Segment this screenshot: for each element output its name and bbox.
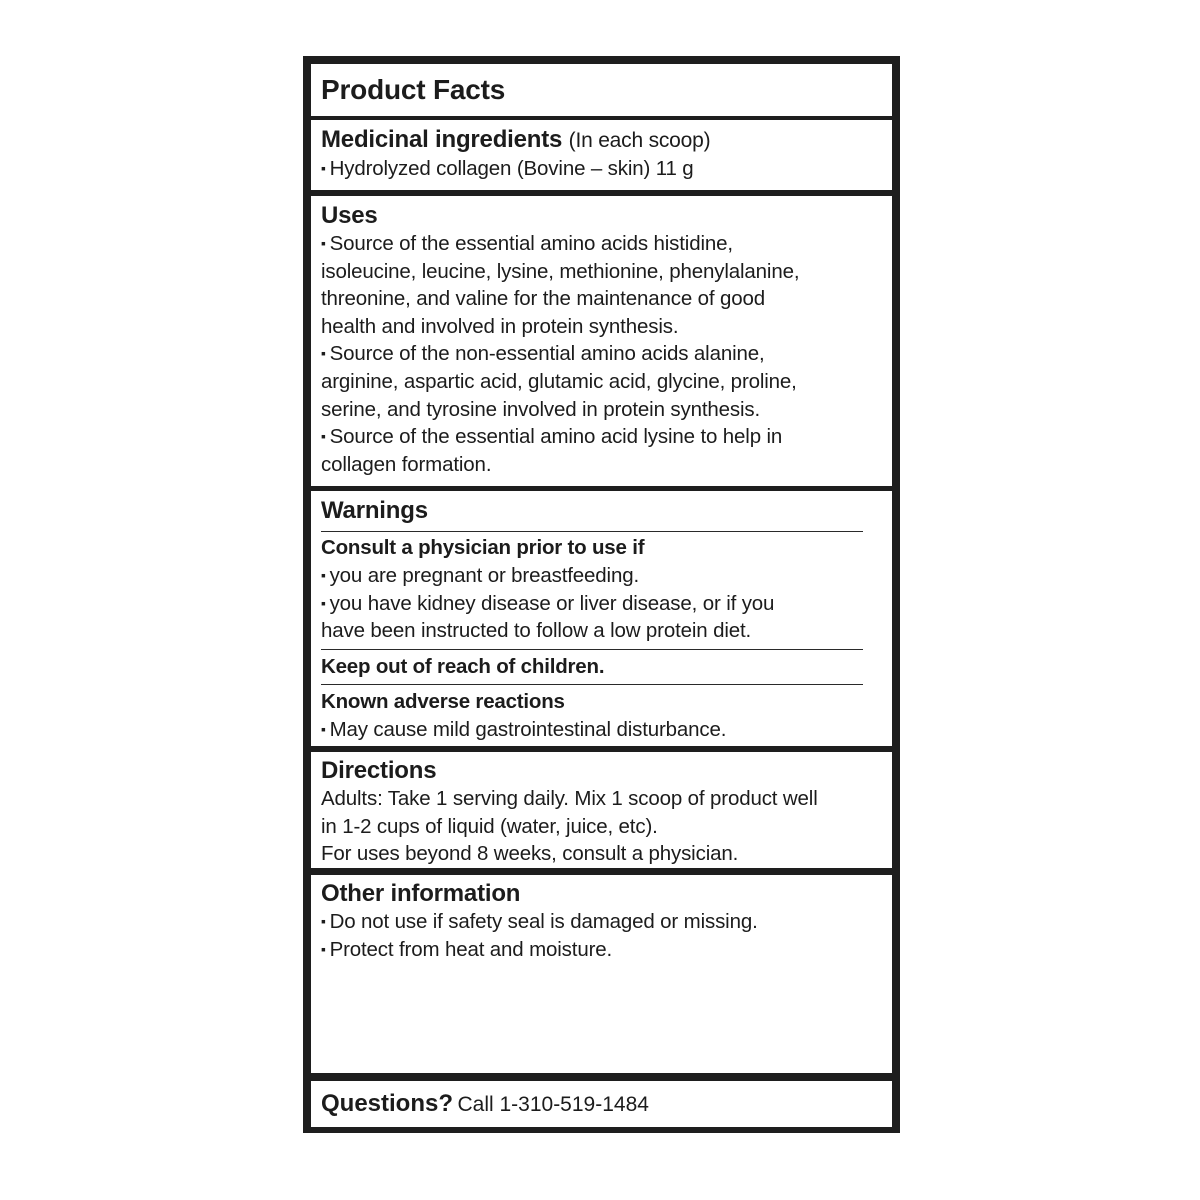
directions-section (311, 752, 892, 868)
consult-line: ▪ you have kidney disease or liver disease, or if you (321, 590, 892, 618)
divider (321, 684, 863, 685)
uses-section (311, 196, 892, 486)
uses-line: collagen formation. (321, 452, 492, 476)
other-line: ▪ Do not use if safety seal is damaged or missing. (321, 908, 892, 936)
uses-line: arginine, aspartic acid, glutamic acid, glycine, proline, (321, 369, 797, 393)
directions-heading: Directions (321, 757, 437, 784)
uses-heading: Uses (321, 202, 378, 229)
medicinal-subheading: (In each scoop) (568, 129, 711, 152)
divider (321, 531, 863, 532)
adverse-heading: Known adverse reactions (321, 689, 565, 713)
uses-line: serine, and tyrosine involved in protein synthesis. (321, 397, 761, 421)
questions-section (311, 1081, 892, 1127)
directions-line: Adults: Take 1 serving daily. Mix 1 scoop of product well (321, 787, 818, 810)
uses-line: isoleucine, leucine, lysine, methionine, phenylalanine, (321, 259, 800, 283)
uses-line: ▪ Source of the essential amino acid lysine to help in (321, 423, 892, 451)
other-heading: Other information (321, 880, 521, 907)
directions-line: For uses beyond 8 weeks, consult a physician. (321, 842, 739, 866)
page-title: Product Facts (321, 74, 506, 105)
consult-line: ▪ you are pregnant or breastfeeding. (321, 562, 892, 590)
uses-line: ▪ Source of the non-essential amino acids alanine, (321, 340, 892, 368)
medicinal-heading-row (321, 120, 892, 155)
questions-label: Questions? (321, 1090, 454, 1117)
warnings-heading: Warnings (321, 497, 428, 524)
divider (321, 649, 863, 650)
product-facts-label (303, 56, 900, 1133)
keep-out-text: Keep out of reach of children. (321, 654, 605, 678)
adverse-line: ▪ May cause mild gastrointestinal disturbance. (321, 716, 892, 744)
uses-line: ▪ Source of the essential amino acids histidine, (321, 230, 892, 258)
directions-line: in 1-2 cups of liquid (water, juice, etc). (321, 814, 658, 838)
medicinal-ingredients-section (311, 120, 892, 190)
questions-row (321, 1081, 892, 1130)
medicinal-heading: Medicinal ingredients (321, 126, 563, 153)
other-line: ▪ Protect from heat and moisture. (321, 936, 892, 964)
consult-heading: Consult a physician prior to use if (321, 536, 645, 559)
warnings-section (311, 491, 892, 746)
medicinal-item: ▪ Hydrolyzed collagen (Bovine – skin) 11 g (321, 155, 892, 183)
consult-line: have been instructed to follow a low protein diet. (321, 619, 752, 643)
uses-line: threonine, and valine for the maintenance of good (321, 287, 765, 311)
other-information-section (311, 875, 892, 1073)
questions-phone: Call 1-310-519-1484 (457, 1093, 649, 1116)
title-section (311, 64, 892, 116)
uses-line: health and involved in protein synthesis. (321, 314, 679, 338)
